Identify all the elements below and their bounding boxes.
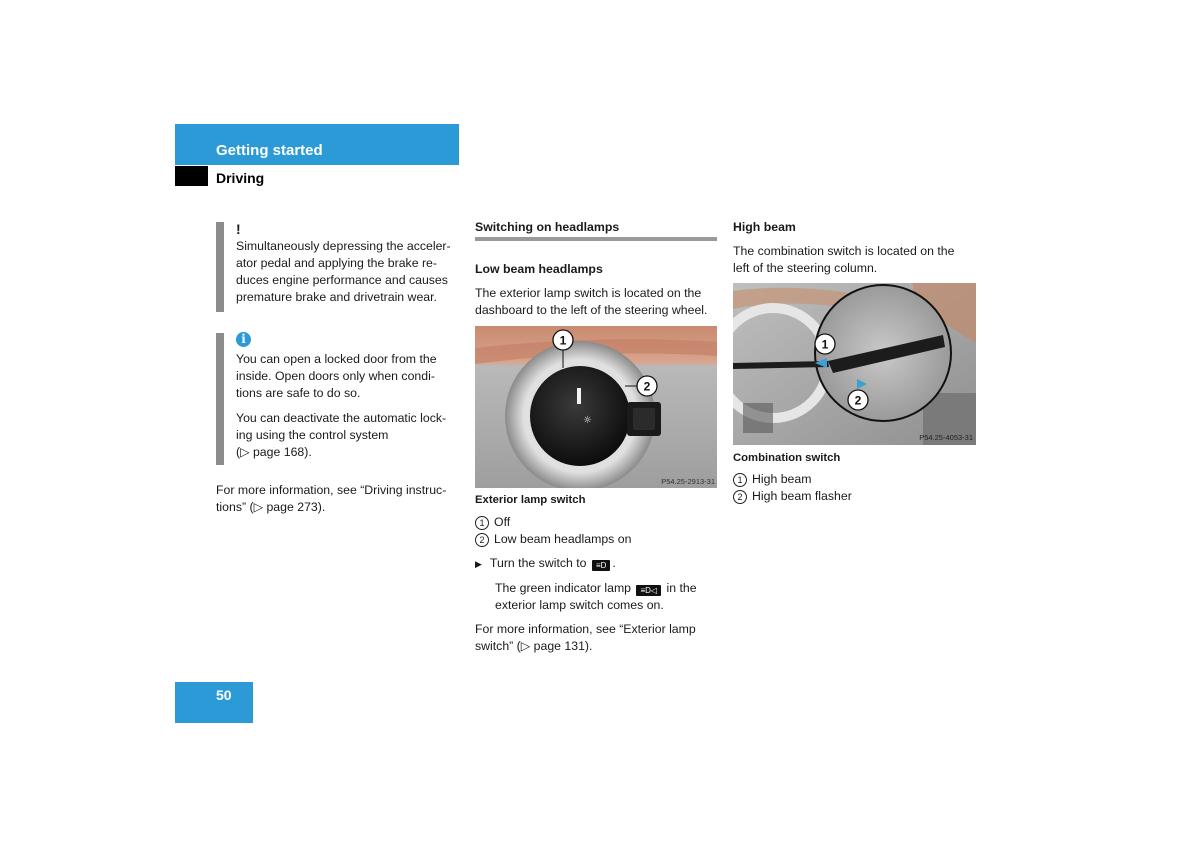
headlamps-section	[475, 219, 720, 319]
svg-text:2: 2	[643, 379, 651, 394]
legend-number: 2	[733, 490, 747, 504]
info-line: You can open a locked door from the	[236, 352, 437, 366]
legend-number: 1	[475, 516, 489, 530]
svg-text:P54.25-4053-31: P54.25-4053-31	[919, 433, 973, 442]
svg-text:1: 1	[821, 337, 829, 352]
headlamps-heading: Switching on headlamps	[475, 220, 620, 234]
headlamps-intro-line: The exterior lamp switch is located on the	[475, 286, 702, 300]
warning-note-bar	[216, 222, 224, 312]
info-line: tions are safe to do so.	[236, 386, 361, 400]
warning-line: ator pedal and applying the brake re-	[236, 256, 437, 270]
high-beam-section	[733, 219, 978, 277]
warning-line: Simultaneously depressing the acceler-	[236, 239, 451, 253]
step-text: Turn the switch to	[489, 556, 587, 570]
warning-icon: !	[236, 221, 241, 237]
headlamp-indicator-icon: ≡D◁	[636, 585, 661, 596]
svg-text:1: 1	[559, 333, 567, 348]
heading-rule	[475, 237, 717, 241]
exterior-lamp-switch-image	[475, 326, 717, 488]
warning-note	[236, 220, 461, 306]
result-text: exterior lamp switch comes on.	[495, 598, 664, 612]
info-note	[236, 331, 461, 461]
subsection-title: Driving	[216, 170, 265, 186]
headlamps-intro-line: dashboard to the left of the steering wheel.	[475, 303, 708, 317]
low-beam-icon: ≡D	[592, 560, 610, 571]
info-line: You can deactivate the automatic lock-	[236, 411, 447, 425]
warning-line: premature brake and drivetrain wear.	[236, 290, 437, 304]
info-line: inside. Open doors only when condi-	[236, 369, 435, 383]
svg-text:☼: ☼	[583, 415, 592, 426]
high-beam-intro-line: left of the steering column.	[733, 261, 878, 275]
svg-text:P54.25-2913-31: P54.25-2913-31	[661, 477, 715, 486]
legend-item	[733, 471, 978, 488]
warning-line: duces engine performance and causes	[236, 273, 448, 287]
low-beam-heading: Low beam headlamps	[475, 262, 603, 276]
legend-number: 2	[475, 533, 489, 547]
subsection-marker	[175, 166, 208, 186]
svg-text:2: 2	[854, 393, 862, 408]
lamp-more-info-line: For more information, see “Exterior lamp	[475, 622, 696, 636]
svg-text:Auto: Auto	[573, 368, 592, 377]
info-line: ing using the control system	[236, 428, 389, 442]
more-info-page-reference[interactable]: tions” (▷ page 273).	[216, 500, 326, 514]
section-title: Getting started	[216, 142, 323, 159]
info-icon: i	[236, 332, 251, 347]
result-text: in the	[666, 581, 697, 595]
result-text: The green indicator lamp	[495, 581, 632, 595]
exterior-lamp-switch-caption: Exterior lamp switch	[475, 494, 586, 506]
legend-text: Off	[494, 515, 511, 529]
info-page-reference[interactable]: (▷ page 168).	[236, 445, 312, 459]
legend-text: High beam	[752, 472, 812, 486]
headlamps-caption-block	[475, 492, 720, 655]
high-beam-intro-line: The combination switch is located on the	[733, 244, 955, 258]
lamp-more-info-page-reference[interactable]: switch” (▷ page 131).	[475, 639, 593, 653]
driving-more-info	[216, 482, 461, 516]
page-number: 50	[216, 687, 232, 703]
combination-switch-image	[733, 283, 976, 445]
step-arrow-icon: ▶	[475, 559, 482, 569]
instruction-step	[475, 555, 720, 573]
combination-switch-caption: Combination switch	[733, 452, 841, 464]
legend-item	[733, 488, 978, 505]
legend-item	[475, 531, 720, 548]
legend-number: 1	[733, 473, 747, 487]
legend-text: Low beam headlamps on	[494, 532, 632, 546]
instruction-result	[475, 580, 720, 597]
info-note-bar	[216, 333, 224, 465]
legend-text: High beam flasher	[752, 489, 852, 503]
more-info-line: For more information, see “Driving instruc-	[216, 483, 447, 497]
legend-item	[475, 514, 720, 531]
high-beam-caption-block	[733, 450, 978, 505]
high-beam-heading: High beam	[733, 220, 796, 234]
step-text-end: .	[612, 556, 616, 570]
page-number-box	[175, 682, 253, 723]
